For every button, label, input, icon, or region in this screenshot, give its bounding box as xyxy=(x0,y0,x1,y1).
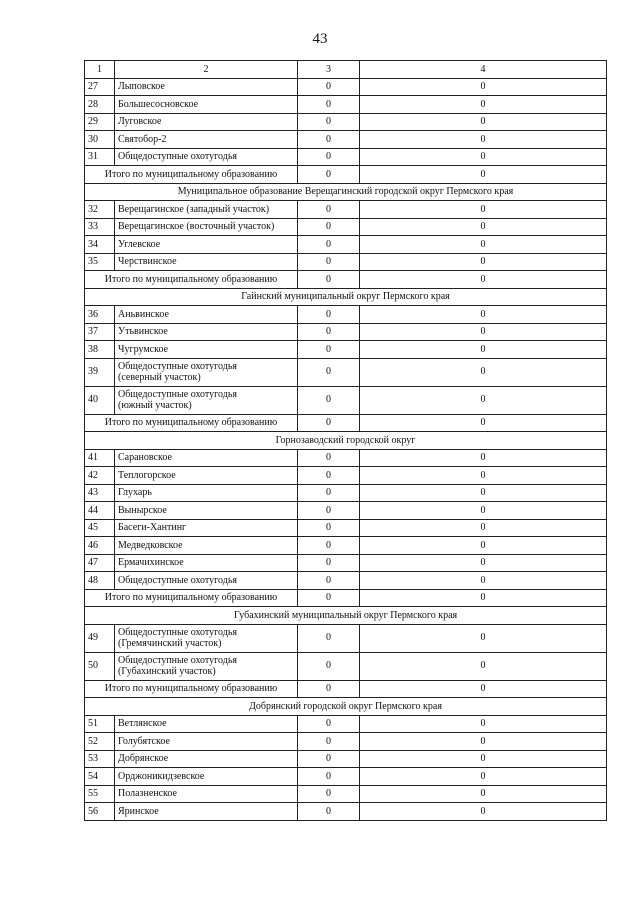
column-3-value: 0 xyxy=(298,201,360,219)
column-3-value: 0 xyxy=(298,271,360,289)
total-row xyxy=(85,589,607,607)
table-row xyxy=(85,131,607,149)
total-label: Итого по муниципальному образованию xyxy=(85,589,298,607)
ground-name-line: Теплогорское xyxy=(118,469,176,481)
row-number: 33 xyxy=(85,218,115,236)
column-3-value: 0 xyxy=(298,750,360,768)
total-row xyxy=(85,271,607,289)
column-4-value: 0 xyxy=(360,131,607,149)
ground-name-line: Вынырское xyxy=(118,504,167,516)
column-4-value: 0 xyxy=(360,652,607,680)
table-row xyxy=(85,218,607,236)
table-row xyxy=(85,572,607,590)
table-row xyxy=(85,306,607,324)
ground-name xyxy=(115,201,298,219)
column-4-value: 0 xyxy=(360,323,607,341)
column-4-value: 0 xyxy=(360,218,607,236)
row-number: 31 xyxy=(85,148,115,166)
table-row xyxy=(85,768,607,786)
ground-name-line: Басеги-Хантинг xyxy=(118,522,187,533)
ground-name xyxy=(115,519,298,537)
row-number: 40 xyxy=(85,386,115,414)
ground-name-line: Общедоступные охотугодья xyxy=(118,360,237,372)
column-4-value: 0 xyxy=(360,624,607,652)
ground-name-line: Чугрумское xyxy=(118,343,169,355)
column-3-value: 0 xyxy=(298,467,360,485)
column-3-value: 0 xyxy=(298,572,360,590)
row-number: 43 xyxy=(85,484,115,502)
ground-name-subline: (Гремячинский участок) xyxy=(118,638,222,649)
column-4-value: 0 xyxy=(360,502,607,520)
row-number: 36 xyxy=(85,306,115,324)
column-3-value: 0 xyxy=(298,554,360,572)
column-4-value: 0 xyxy=(360,358,607,386)
ground-name xyxy=(115,218,298,236)
ground-name xyxy=(115,78,298,96)
column-4-value: 0 xyxy=(360,113,607,131)
row-number: 46 xyxy=(85,537,115,555)
column-3-value: 0 xyxy=(298,803,360,821)
section-header-row xyxy=(85,698,607,716)
total-row xyxy=(85,680,607,698)
ground-name-line: Добрянское xyxy=(118,753,169,764)
column-4-value: 0 xyxy=(360,201,607,219)
column-4-value: 0 xyxy=(360,484,607,502)
ground-name-line: Глухарь xyxy=(118,487,152,498)
table-row xyxy=(85,554,607,572)
column-3-value: 0 xyxy=(298,502,360,520)
table-body xyxy=(85,78,607,820)
row-number: 51 xyxy=(85,715,115,733)
table-row xyxy=(85,113,607,131)
column-3-value: 0 xyxy=(298,484,360,502)
column-4-value: 0 xyxy=(360,341,607,359)
section-title: Горнозаводский городской округ xyxy=(85,432,607,450)
ground-name-line: Сарановское xyxy=(118,452,172,463)
total-row xyxy=(85,166,607,184)
total-label: Итого по муниципальному образованию xyxy=(85,166,298,184)
ground-name xyxy=(115,715,298,733)
row-number: 55 xyxy=(85,785,115,803)
table-row xyxy=(85,358,607,386)
ground-name-subline: (южный участок) xyxy=(118,400,192,411)
ground-name xyxy=(115,572,298,590)
ground-name xyxy=(115,113,298,131)
ground-name-line: Общедоступные охотугодья xyxy=(118,574,237,586)
column-4-value: 0 xyxy=(360,271,607,289)
ground-name-line: Общедоступные охотугодья xyxy=(118,626,237,638)
column-3-value: 0 xyxy=(298,166,360,184)
row-number: 30 xyxy=(85,131,115,149)
ground-name xyxy=(115,306,298,324)
section-header-row xyxy=(85,288,607,306)
ground-name xyxy=(115,652,298,680)
column-4-value: 0 xyxy=(360,148,607,166)
table-row xyxy=(85,519,607,537)
column-4-value: 0 xyxy=(360,733,607,751)
ground-name xyxy=(115,785,298,803)
section-header-row xyxy=(85,183,607,201)
column-3-value: 0 xyxy=(298,253,360,271)
column-4-value: 0 xyxy=(360,750,607,768)
ground-name xyxy=(115,386,298,414)
table-row xyxy=(85,715,607,733)
ground-name-line: Яринское xyxy=(118,805,159,817)
column-4-value: 0 xyxy=(360,78,607,96)
column-3-value: 0 xyxy=(298,306,360,324)
table-row xyxy=(85,733,607,751)
section-header-row xyxy=(85,432,607,450)
ground-name xyxy=(115,624,298,652)
column-3-value: 0 xyxy=(298,323,360,341)
row-number: 56 xyxy=(85,803,115,821)
row-number: 47 xyxy=(85,554,115,572)
row-number: 34 xyxy=(85,236,115,254)
row-number: 39 xyxy=(85,358,115,386)
ground-name xyxy=(115,323,298,341)
column-4-value: 0 xyxy=(360,386,607,414)
ground-name xyxy=(115,358,298,386)
ground-name-line: Верещагинское (западный участок) xyxy=(118,203,270,215)
total-label: Итого по муниципальному образованию xyxy=(85,414,298,432)
column-4-value: 0 xyxy=(360,414,607,432)
ground-name-line: Медведковское xyxy=(118,539,183,551)
column-4-value: 0 xyxy=(360,572,607,590)
total-label: Итого по муниципальному образованию xyxy=(85,271,298,289)
column-3-value: 0 xyxy=(298,148,360,166)
ground-name xyxy=(115,750,298,768)
ground-name-line: Лыповское xyxy=(118,81,165,92)
table-row xyxy=(85,236,607,254)
column-4-value: 0 xyxy=(360,715,607,733)
section-title: Губахинский муниципальный округ Пермского края xyxy=(85,607,607,625)
ground-name-subline: (северный участок) xyxy=(118,372,201,383)
ground-name xyxy=(115,502,298,520)
ground-name-subline: (Губахинский участок) xyxy=(118,666,216,677)
column-3-value: 0 xyxy=(298,449,360,467)
table-row xyxy=(85,484,607,502)
ground-name-line: Луговское xyxy=(118,116,162,127)
table-row xyxy=(85,148,607,166)
ground-name xyxy=(115,449,298,467)
column-4-value: 0 xyxy=(360,467,607,485)
ground-name xyxy=(115,253,298,271)
table-row xyxy=(85,785,607,803)
column-4-value: 0 xyxy=(360,680,607,698)
table-row xyxy=(85,803,607,821)
column-4-value: 0 xyxy=(360,589,607,607)
ground-name xyxy=(115,96,298,114)
column-3-value: 0 xyxy=(298,218,360,236)
column-4-value: 0 xyxy=(360,768,607,786)
row-number: 29 xyxy=(85,113,115,131)
row-number: 44 xyxy=(85,502,115,520)
ground-name-line: Святобор-2 xyxy=(118,133,167,145)
ground-name-line: Верещагинское (восточный участок) xyxy=(118,221,275,232)
column-3-value: 0 xyxy=(298,785,360,803)
column-3-value: 0 xyxy=(298,680,360,698)
table-row xyxy=(85,449,607,467)
column-3-value: 0 xyxy=(298,733,360,751)
row-number: 38 xyxy=(85,341,115,359)
column-4-value: 0 xyxy=(360,803,607,821)
row-number: 49 xyxy=(85,624,115,652)
table-row xyxy=(85,341,607,359)
section-title: Добрянский городской округ Пермского края xyxy=(85,698,607,716)
column-4-value: 0 xyxy=(360,519,607,537)
column-3-value: 0 xyxy=(298,768,360,786)
row-number: 52 xyxy=(85,733,115,751)
column-3-value: 0 xyxy=(298,131,360,149)
row-number: 41 xyxy=(85,449,115,467)
ground-name xyxy=(115,733,298,751)
ground-name xyxy=(115,236,298,254)
column-3-value: 0 xyxy=(298,519,360,537)
row-number: 32 xyxy=(85,201,115,219)
row-number: 28 xyxy=(85,96,115,114)
column-4-value: 0 xyxy=(360,96,607,114)
ground-name-line: Углевское xyxy=(118,238,161,250)
column-4-value: 0 xyxy=(360,785,607,803)
ground-name-line: Орджоникидзевское xyxy=(118,770,205,782)
table-row xyxy=(85,652,607,680)
ground-name-line: Общедоступные охотугодья xyxy=(118,151,237,162)
ground-name xyxy=(115,803,298,821)
column-header-1: 1 xyxy=(85,61,115,79)
ground-name xyxy=(115,554,298,572)
column-3-value: 0 xyxy=(298,414,360,432)
column-3-value: 0 xyxy=(298,78,360,96)
table-row xyxy=(85,78,607,96)
row-number: 48 xyxy=(85,572,115,590)
ground-name xyxy=(115,484,298,502)
table-row xyxy=(85,537,607,555)
table-row xyxy=(85,467,607,485)
total-row xyxy=(85,414,607,432)
table-header-row xyxy=(85,61,607,79)
table-row xyxy=(85,750,607,768)
hunting-grounds-table xyxy=(84,60,607,821)
column-4-value: 0 xyxy=(360,554,607,572)
ground-name xyxy=(115,341,298,359)
row-number: 42 xyxy=(85,467,115,485)
table-row xyxy=(85,323,607,341)
column-3-value: 0 xyxy=(298,652,360,680)
column-3-value: 0 xyxy=(298,358,360,386)
ground-name-line: Полазненское xyxy=(118,788,177,799)
section-header-row xyxy=(85,607,607,625)
ground-name-line: Ермачихинское xyxy=(118,557,184,568)
column-header-2: 2 xyxy=(115,61,298,79)
column-3-value: 0 xyxy=(298,624,360,652)
ground-name-line: Общедоступные охотугодья xyxy=(118,654,237,666)
ground-name-line: Большесосновское xyxy=(118,98,199,110)
column-3-value: 0 xyxy=(298,236,360,254)
table-row xyxy=(85,253,607,271)
ground-name xyxy=(115,537,298,555)
column-4-value: 0 xyxy=(360,537,607,555)
section-title: Муниципальное образование Верещагинский городской округ Пермского края xyxy=(85,183,607,201)
ground-name xyxy=(115,131,298,149)
row-number: 50 xyxy=(85,652,115,680)
column-3-value: 0 xyxy=(298,715,360,733)
column-3-value: 0 xyxy=(298,537,360,555)
ground-name-line: Общедоступные охотугодья xyxy=(118,388,237,400)
ground-name-line: Голубятское xyxy=(118,735,170,747)
column-3-value: 0 xyxy=(298,96,360,114)
column-4-value: 0 xyxy=(360,449,607,467)
page-number: 43 xyxy=(312,31,328,47)
column-4-value: 0 xyxy=(360,166,607,184)
column-3-value: 0 xyxy=(298,386,360,414)
row-number: 37 xyxy=(85,323,115,341)
ground-name xyxy=(115,148,298,166)
ground-name-line: Черствинское xyxy=(118,256,177,267)
table-row xyxy=(85,502,607,520)
column-3-value: 0 xyxy=(298,341,360,359)
column-4-value: 0 xyxy=(360,236,607,254)
section-title: Гайнский муниципальный округ Пермского края xyxy=(85,288,607,306)
column-3-value: 0 xyxy=(298,113,360,131)
column-4-value: 0 xyxy=(360,306,607,324)
ground-name-line: Утьвинское xyxy=(118,326,168,337)
table-row xyxy=(85,201,607,219)
row-number: 45 xyxy=(85,519,115,537)
ground-name-line: Ветлянское xyxy=(118,718,167,729)
total-label: Итого по муниципальному образованию xyxy=(85,680,298,698)
column-header-3: 3 xyxy=(298,61,360,79)
row-number: 53 xyxy=(85,750,115,768)
row-number: 54 xyxy=(85,768,115,786)
column-3-value: 0 xyxy=(298,589,360,607)
table-row xyxy=(85,96,607,114)
row-number: 35 xyxy=(85,253,115,271)
ground-name xyxy=(115,467,298,485)
ground-name xyxy=(115,768,298,786)
ground-name-line: Аньвинское xyxy=(118,308,169,320)
table-row xyxy=(85,624,607,652)
column-4-value: 0 xyxy=(360,253,607,271)
row-number: 27 xyxy=(85,78,115,96)
table-row xyxy=(85,386,607,414)
column-header-4: 4 xyxy=(360,61,607,79)
